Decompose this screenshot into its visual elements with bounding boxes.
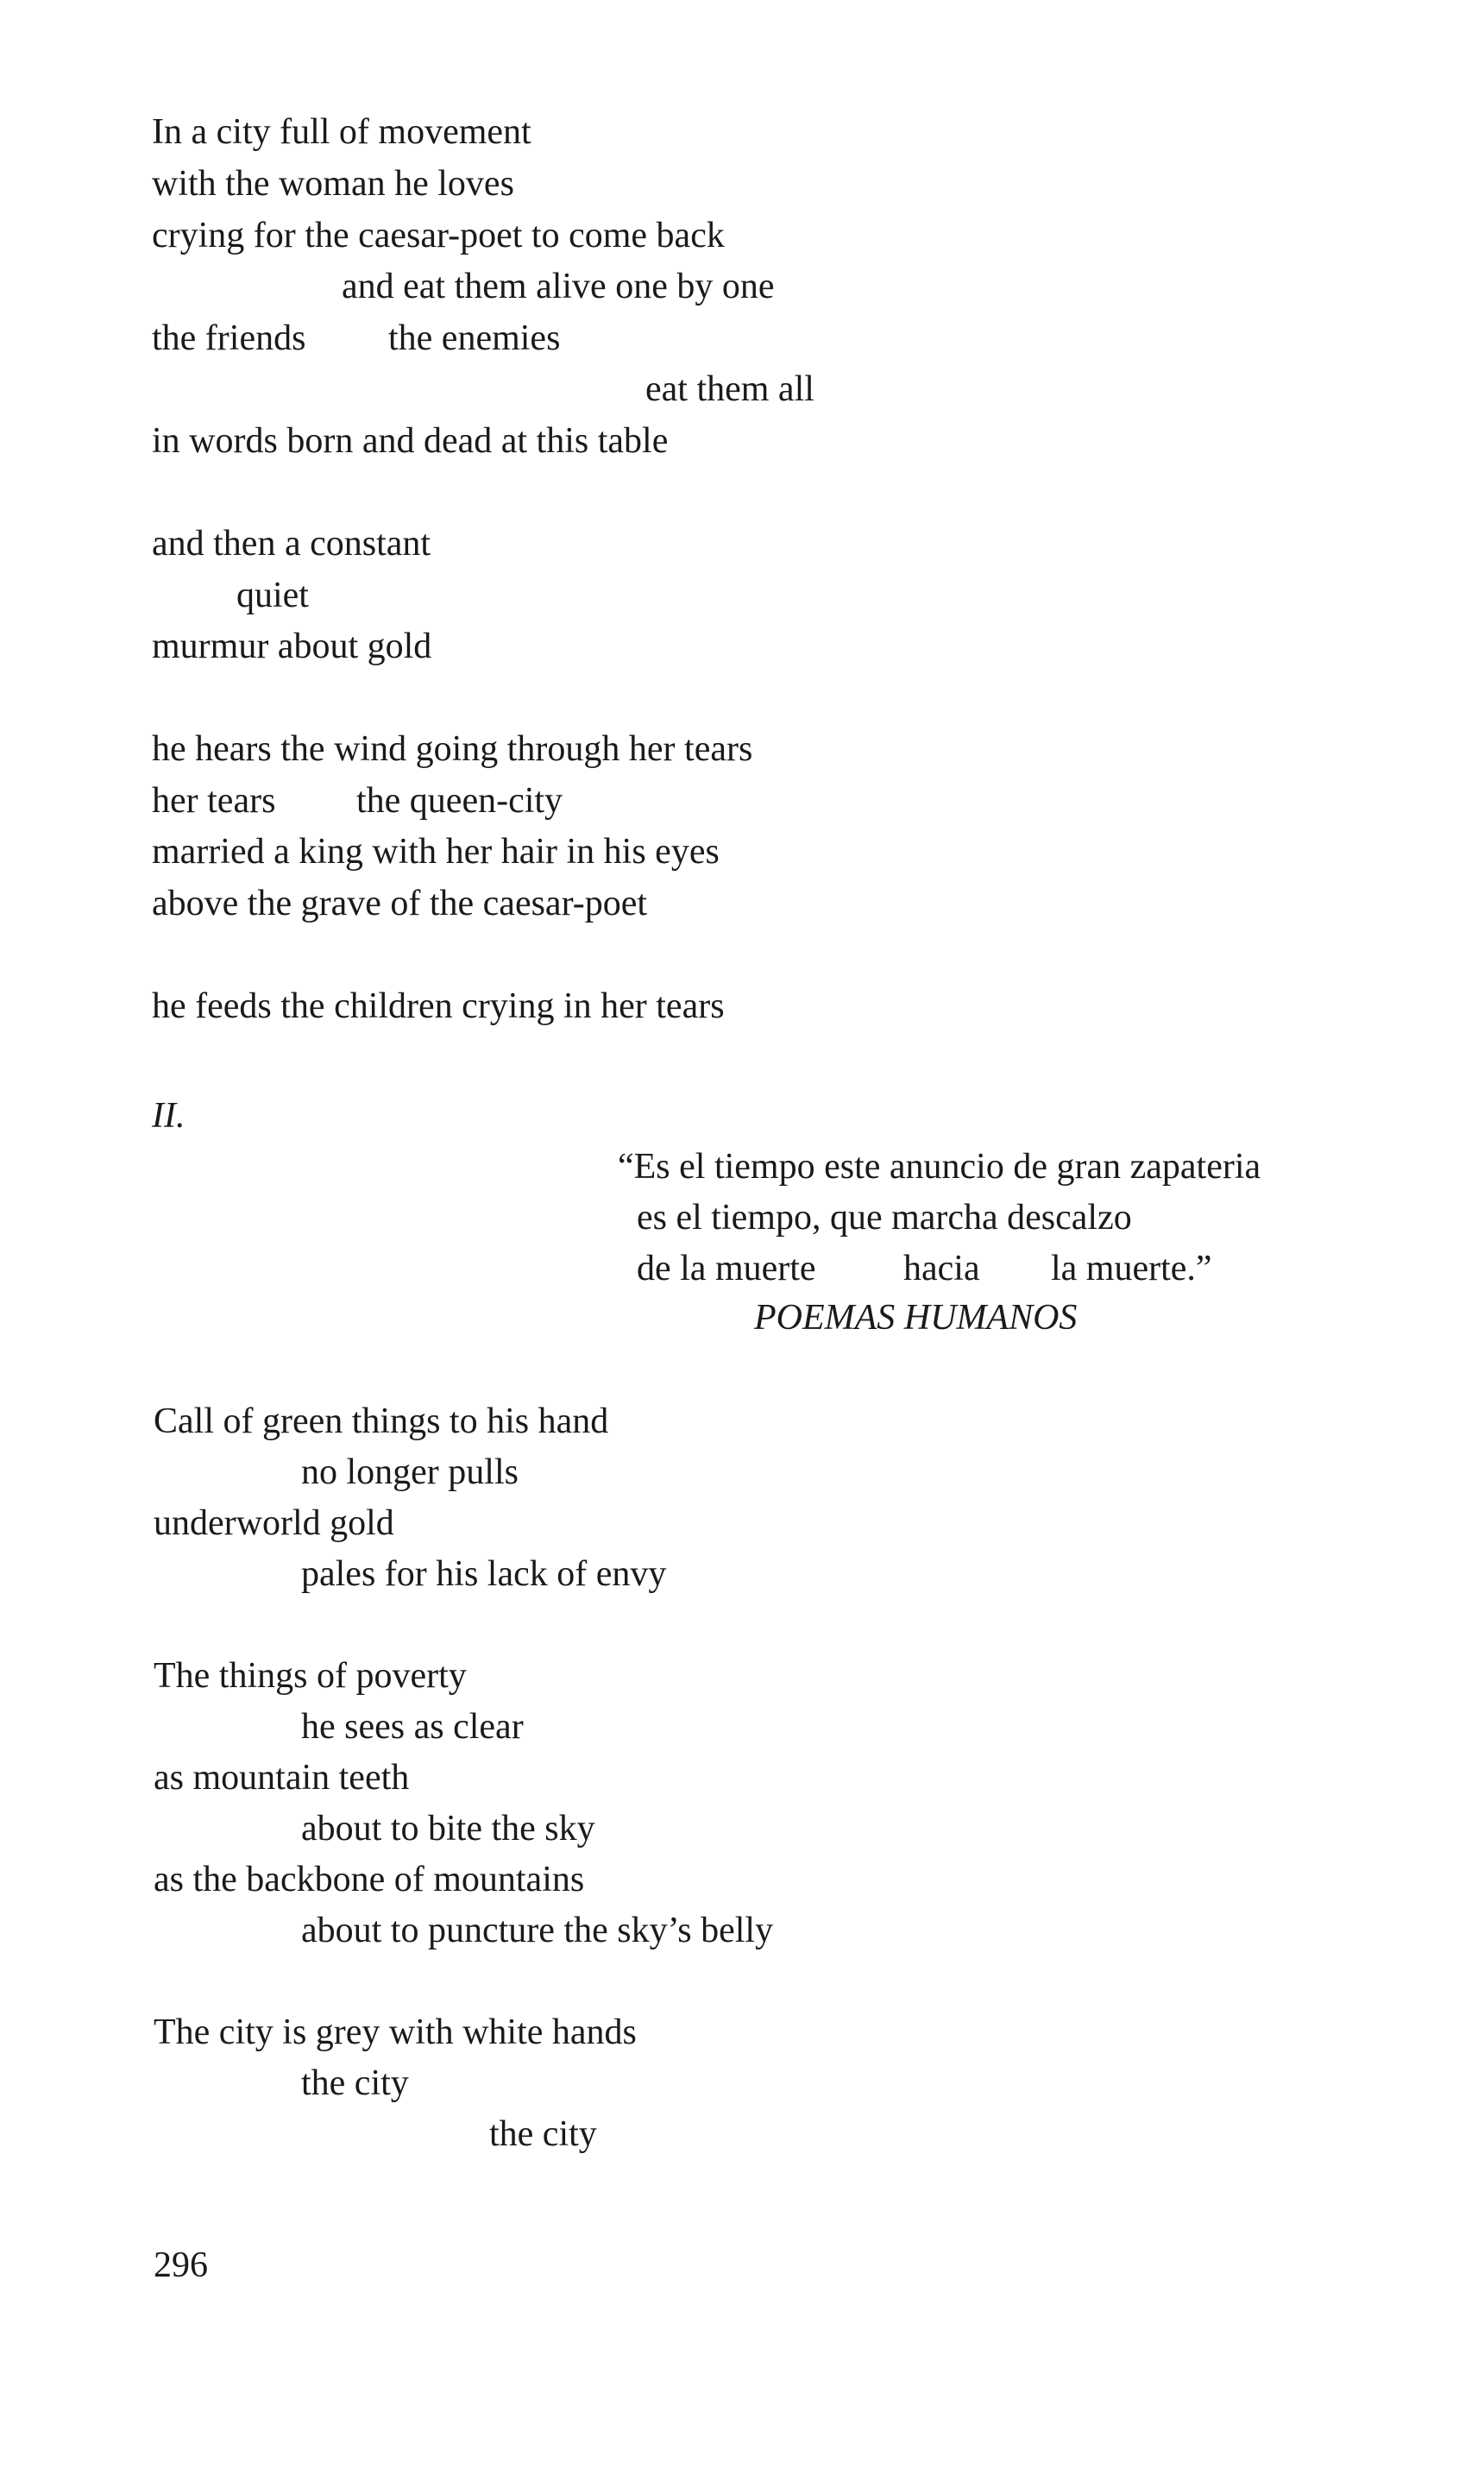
poem-line: The city is grey with white hands [154, 2012, 637, 2052]
page-number: 296 [154, 2245, 208, 2285]
poem-line: the enemies [388, 318, 561, 358]
poem-line: about to puncture the sky’s belly [301, 1911, 774, 1950]
epigraph-source: POEMAS HUMANOS [754, 1298, 1078, 1338]
epigraph-line: es el tiempo, que marcha descalzo [637, 1198, 1132, 1238]
poem-line: eat them all [645, 369, 814, 409]
section-heading: II. [152, 1096, 186, 1136]
poem-line: he feeds the children crying in her tears [152, 986, 725, 1026]
poem-line: underworld gold [154, 1503, 394, 1543]
poem-line: her tears [152, 781, 276, 821]
poem-line: with the woman he loves [152, 164, 514, 204]
epigraph-line: hacia [903, 1249, 980, 1288]
poem-line: and eat them alive one by one [342, 267, 775, 306]
poem-line: above the grave of the caesar-poet [152, 884, 648, 923]
poem-line: In a city full of movement [152, 112, 531, 152]
poem-line: in words born and dead at this table [152, 421, 669, 461]
epigraph-line: “Es el tiempo este anuncio de gran zapateria [618, 1147, 1261, 1187]
poem-line: married a king with her hair in his eyes [152, 832, 720, 872]
poem-line: he hears the wind going through her tears [152, 729, 753, 769]
poem-line: quiet [236, 576, 309, 615]
poem-line: as the backbone of mountains [154, 1860, 585, 1899]
poem-line: about to bite the sky [301, 1809, 595, 1849]
poem-line: crying for the caesar-poet to come back [152, 216, 725, 255]
poem-line: pales for his lack of envy [301, 1554, 667, 1594]
poem-line: the city [489, 2114, 597, 2154]
poem-line: as mountain teeth [154, 1758, 410, 1798]
poem-line: the friends [152, 318, 306, 358]
poem-line: Call of green things to his hand [154, 1401, 609, 1441]
poem-line: and then a constant [152, 524, 431, 564]
poem-line: he sees as clear [301, 1707, 524, 1747]
poem-line: murmur about gold [152, 627, 432, 666]
epigraph-line: la muerte.” [1051, 1249, 1212, 1288]
epigraph-line: de la muerte [637, 1249, 816, 1288]
poem-line: the queen-city [356, 781, 563, 821]
poem-line: no longer pulls [301, 1452, 519, 1492]
poem-line: the city [301, 2063, 409, 2103]
poem-line: The things of poverty [154, 1656, 467, 1696]
